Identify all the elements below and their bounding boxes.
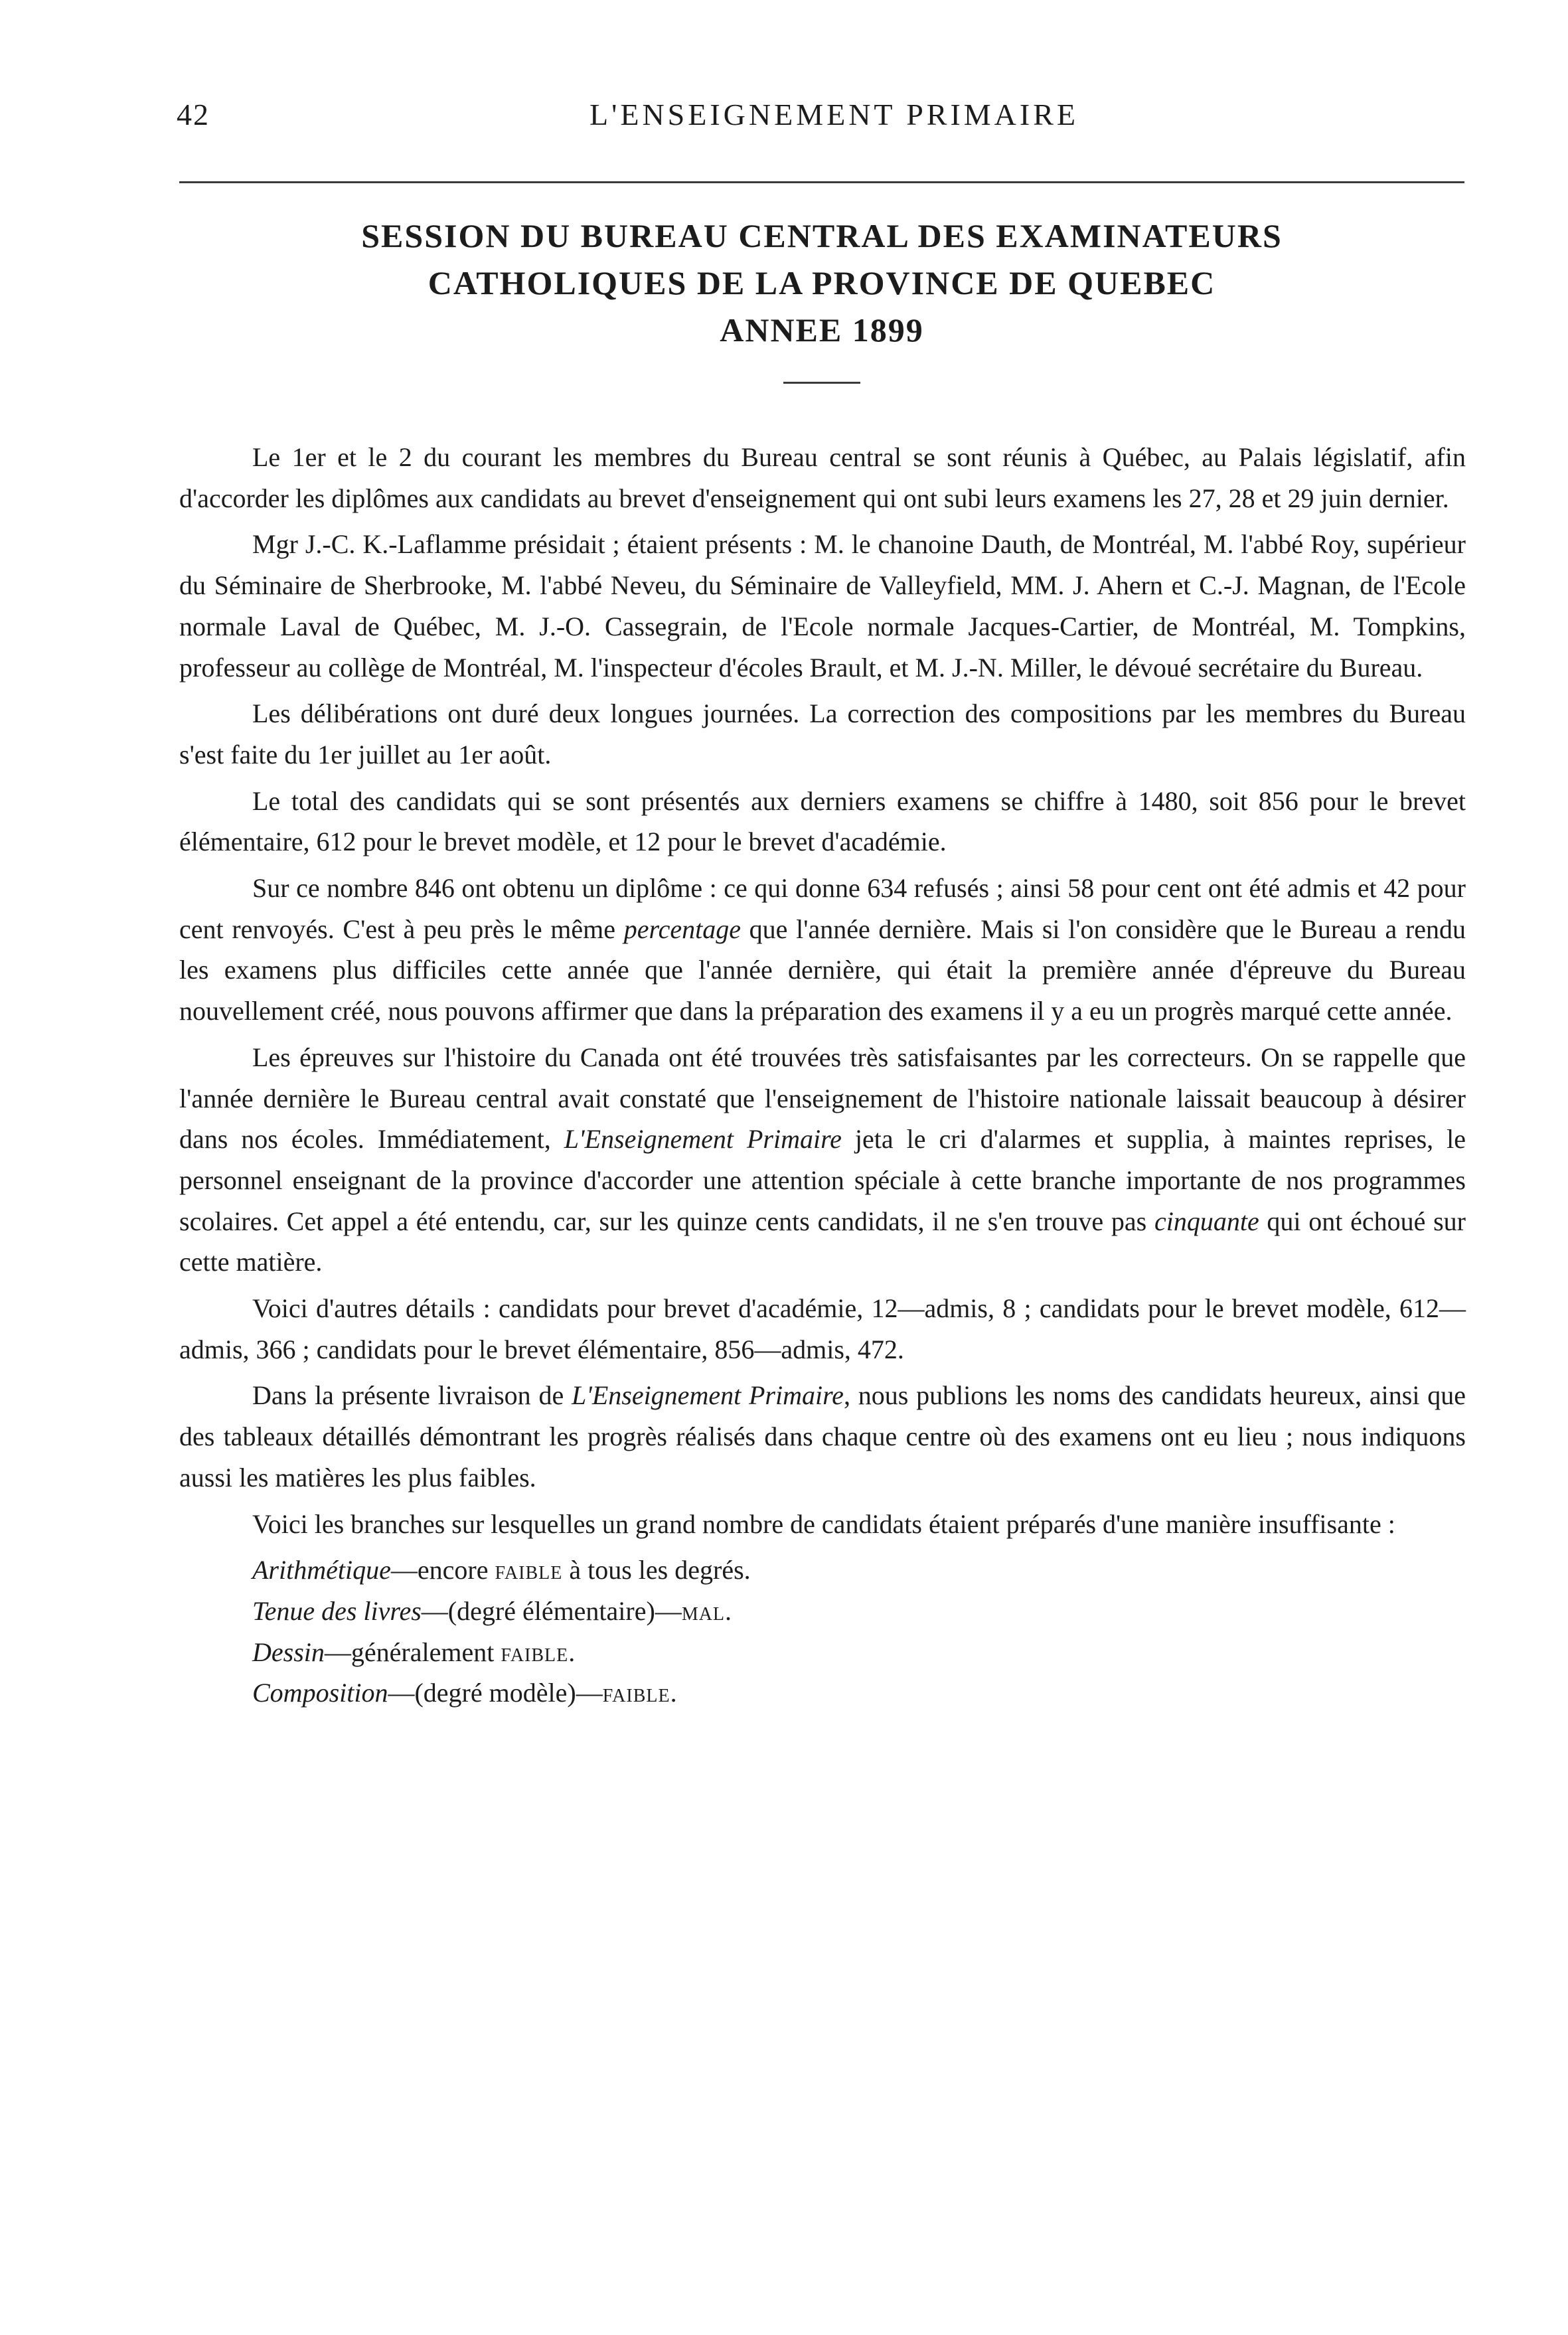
italic-title: L'Enseignement Primaire xyxy=(572,1380,844,1411)
paragraph-8 xyxy=(179,1375,1466,1498)
heading-rule xyxy=(783,382,860,384)
grade-label: faible xyxy=(501,1637,569,1667)
subject-name: Composition xyxy=(252,1678,388,1708)
text-run: que l'année dernière. Mais si l'on considère que le Bureau a rendu les examens plus difficiles cette année que l'année dernière, qui était la première année d'épreuve du Bureau nouvellement créé, nous pouvons affirmer que dans la préparation des examens il y a eu un progrès marqué cette année. xyxy=(179,914,1466,1026)
subject-detail: —encore xyxy=(390,1555,495,1585)
text-run: qui ont échoué sur cette matière. xyxy=(179,1206,1466,1277)
paragraph-3: Les délibérations ont duré deux longues journées. La correction des compositions par les membres du Bureau s'est faite du 1er juillet au 1er août. xyxy=(179,698,1466,769)
heading-line-3: ANNEE 1899 xyxy=(720,311,924,349)
article-heading xyxy=(179,212,1464,384)
text-run: Dans la présente livraison de xyxy=(252,1380,572,1411)
weak-subjects-list xyxy=(179,1550,1466,1714)
subject-name: Arithmétique xyxy=(252,1555,391,1585)
paragraph-6 xyxy=(179,1037,1466,1283)
subject-name: Tenue des livres xyxy=(252,1595,422,1626)
running-header xyxy=(177,97,1465,143)
subject-tail: . xyxy=(670,1678,677,1708)
text-run: Sur ce nombre 846 ont obtenu un diplôme : ce qui donne 634 refusés ; ainsi 58 pour cent ont été admis et 42 pour cent renvoyés. C'est à peu près le même xyxy=(179,873,1466,944)
subject-tail: . xyxy=(568,1637,576,1667)
paragraph-7: Voici d'autres détails : candidats pour brevet d'académie, 12—admis, 8 ; candidats pour le brevet modèle, 612—admis, 366 ; candidats pour le brevet élémentaire, 856—admis, 472. xyxy=(179,1293,1466,1364)
header-rule xyxy=(179,181,1464,183)
subject-name: Dessin xyxy=(252,1637,325,1667)
page-number: 42 xyxy=(177,98,210,131)
list-item xyxy=(179,1632,1466,1673)
paragraph-1: Le 1er et le 2 du courant les membres du Bureau central se sont réunis à Québec, au Palais législatif, afin d'accorder les diplômes aux candidats au brevet d'enseignement qui ont subi leurs examens les 27, 28 et 29 juin dernier. xyxy=(179,442,1466,513)
subject-tail: à tous les degrés. xyxy=(562,1555,751,1585)
list-item xyxy=(179,1550,1466,1591)
text-run: , nous publions les noms des candidats heureux, ainsi que des tableaux détaillés démontrant les progrès réalisés dans chaque centre où des examens ont eu lieu ; nous indiquons aussi les matières les plus faibles. xyxy=(179,1380,1466,1492)
paragraph-5 xyxy=(179,868,1466,1032)
grade-label: faible xyxy=(495,1555,563,1585)
grade-label: mal xyxy=(681,1595,726,1626)
heading-line-2: CATHOLIQUES DE LA PROVINCE DE QUEBEC xyxy=(428,264,1216,301)
heading-line-1: SESSION DU BUREAU CENTRAL DES EXAMINATEURS xyxy=(361,217,1283,254)
article-body xyxy=(179,437,1466,1714)
paragraph-4: Le total des candidats qui se sont présentés aux derniers examens se chiffre à 1480, soit 856 pour le brevet élémentaire, 612 pour le brevet modèle, et 12 pour le brevet d'académie. xyxy=(179,785,1466,857)
italic-term: percentage xyxy=(623,914,741,944)
text-run: jeta le cri d'alarmes et supplia, à maintes reprises, le personnel enseignant de la province d'accorder une attention spéciale à cette branche importante de nos programmes scolaires. Cet appel a été entendu, car, sur les quinze cents candidats, il ne s'en trouve pas xyxy=(179,1124,1466,1236)
italic-title: L'Enseignement Primaire xyxy=(564,1124,842,1155)
subject-detail: —(degré modèle)— xyxy=(388,1678,603,1708)
paragraph-9: Voici les branches sur lesquelles un grand nombre de candidats étaient préparés d'une manière insuffisante : xyxy=(252,1508,1395,1539)
paragraph-2: Mgr J.-C. K.-Laflamme présidait ; étaient présents : M. le chanoine Dauth, de Montréal, M. l'abbé Roy, supérieur du Séminaire de Sherbrooke, M. l'abbé Neveu, du Séminaire de Valleyfield, MM. J. Ahern et C.-J. Magnan, de l'Ecole normale Laval de Québec, M. J.-O. Cassegrain, de l'Ecole normale Jacques-Cartier, de Montréal, M. Tompkins, professeur au collège de Montréal, M. l'inspecteur d'écoles Brault, et M. J.-N. Miller, le dévoué secrétaire du Bureau. xyxy=(179,529,1466,683)
subject-detail: —généralement xyxy=(324,1637,501,1667)
subject-tail: . xyxy=(725,1595,732,1626)
text-run: Les épreuves sur l'histoire du Canada ont été trouvées très satisfaisantes par les correcteurs. On se rappelle que l'année dernière le Bureau central avait constaté que l'enseignement de l'histoire nationale laissait beaucoup à désirer dans nos écoles. Immédiatement, xyxy=(179,1042,1466,1155)
italic-term: cinquante xyxy=(1154,1206,1259,1236)
grade-label: faible xyxy=(602,1678,670,1708)
subject-detail: —(degré élémentaire)— xyxy=(421,1595,682,1626)
running-title: L'ENSEIGNEMENT PRIMAIRE xyxy=(589,98,1079,131)
list-item xyxy=(179,1591,1466,1632)
list-item xyxy=(179,1672,1466,1714)
